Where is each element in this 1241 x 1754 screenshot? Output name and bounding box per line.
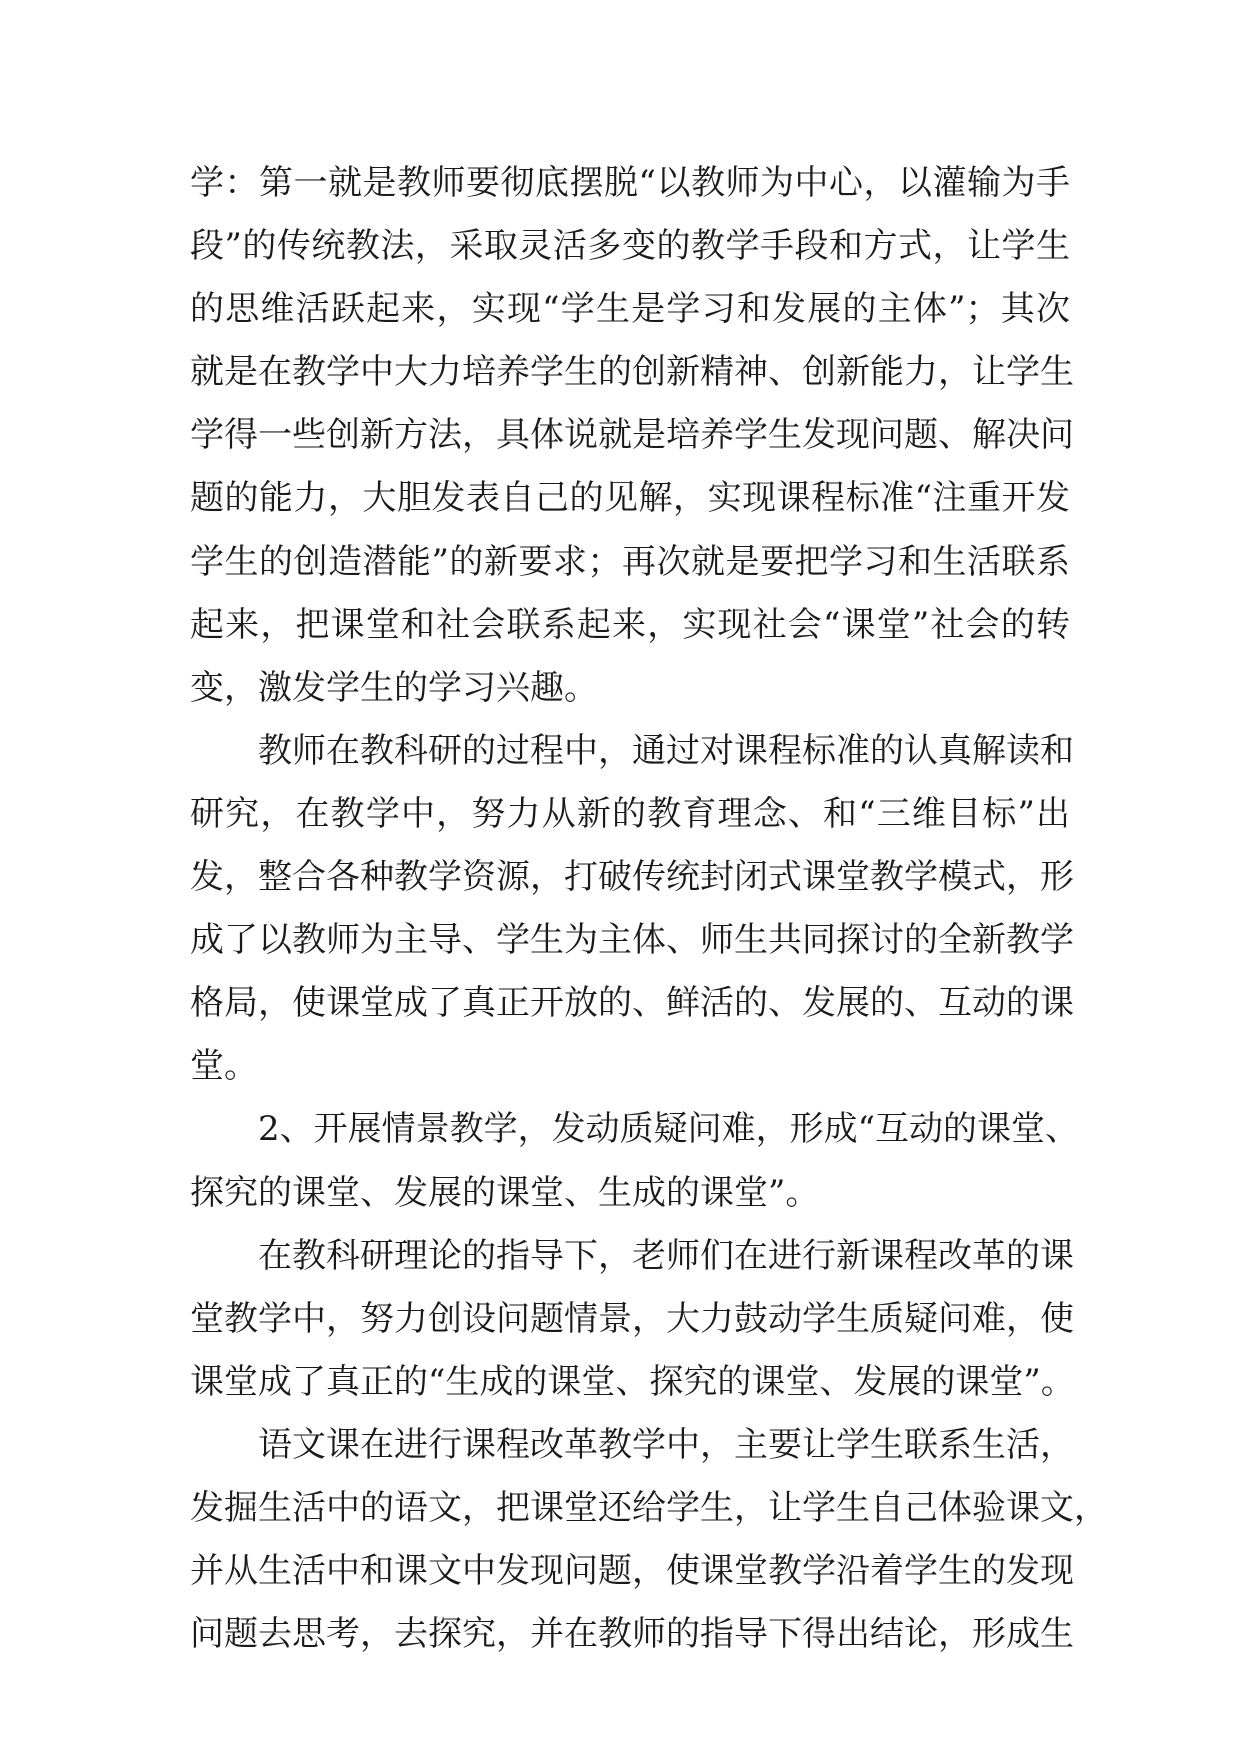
text-line: 语文课在进行课程改革教学中，主要让学生联系生活， <box>258 1424 1074 1465</box>
text-line: 成了以教师为主导、学生为主体、师生共同探讨的全新教学 <box>190 920 1074 961</box>
text-line: 教师在教科研的过程中，通过对课程标准的认真解读和 <box>258 730 1074 771</box>
body-text <box>190 152 1108 1666</box>
text-line: 问题去思考，去探究，并在教师的指导下得出结论，形成生 <box>190 1614 1074 1655</box>
text-line: 学生的创造潜能”的新要求；再次就是要把学习和生活联系 <box>190 541 1070 582</box>
text-line: 学：第一就是教师要彻底摆脱“以教师为中心，以灌输为手 <box>190 163 1070 203</box>
text-line: 格局，使课堂成了真正开放的、鲜活的、发展的、互动的课 <box>190 983 1074 1024</box>
text-line: 题的能力，大胆发表自己的见解，实现课程标准“注重开发 <box>190 478 1070 519</box>
text-line: 在教科研理论的指导下，老师们在进行新课程改革的课 <box>258 1235 1074 1276</box>
text-line: 堂教学中，努力创设问题情景，大力鼓动学生质疑问难，使 <box>190 1298 1074 1339</box>
section-heading: 探究的课堂、发展的课堂、生成的课堂”。 <box>190 1172 820 1213</box>
section-heading: 2、开展情景教学，发动质疑问难，形成“互动的课堂、 <box>258 1109 1080 1150</box>
text-line: 发掘生活中的语文，把课堂还给学生，让学生自己体验课文， <box>190 1487 1108 1528</box>
text-line: 的思维活跃起来，实现“学生是学习和发展的主体”；其次 <box>190 289 1070 330</box>
text-line: 起来，把课堂和社会联系起来，实现社会“课堂”社会的转 <box>190 604 1070 645</box>
text-line: 堂。 <box>190 1046 258 1087</box>
text-line: 变，激发学生的学习兴趣。 <box>190 667 598 708</box>
text-line: 学得一些创新方法，具体说就是培养学生发现问题、解决问 <box>190 415 1074 456</box>
text-line: 段”的传统教法，采取灵活多变的教学手段和方式，让学生 <box>190 226 1070 267</box>
text-line: 研究，在教学中，努力从新的教育理念、和“三维目标”出 <box>190 793 1070 834</box>
text-line: 就是在教学中大力培养学生的创新精神、创新能力，让学生 <box>190 352 1074 393</box>
text-line: 发，整合各种教学资源，打破传统封闭式课堂教学模式，形 <box>190 857 1074 898</box>
text-line: 课堂成了真正的“生成的课堂、探究的课堂、发展的课堂”。 <box>190 1361 1075 1402</box>
text-line: 并从生活中和课文中发现问题，使课堂教学沿着学生的发现 <box>190 1551 1074 1592</box>
